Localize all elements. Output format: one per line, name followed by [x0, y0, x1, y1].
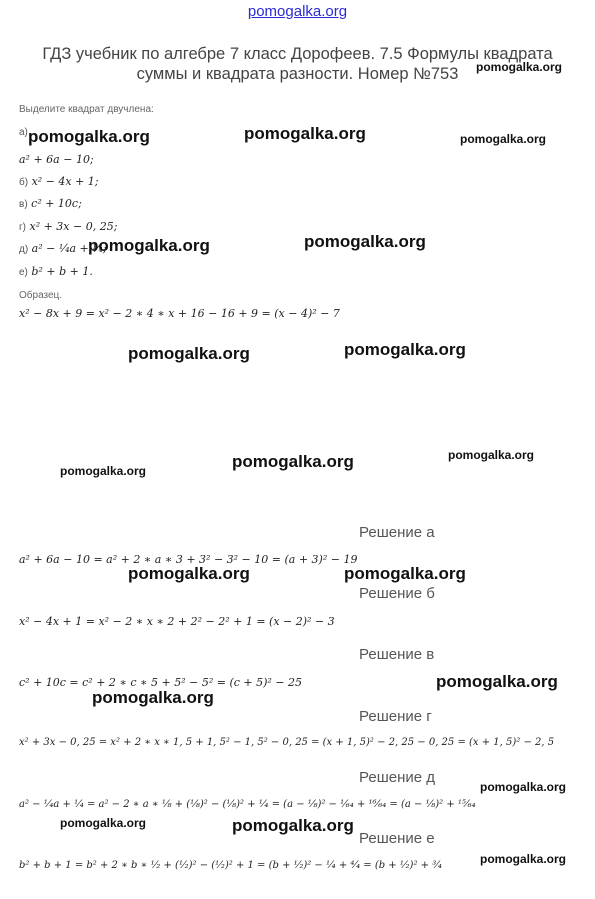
watermark: pomogalka.org	[28, 127, 150, 146]
task-prompt: Выделите квадрат двучлена:	[19, 104, 154, 115]
watermark: pomogalka.org	[92, 688, 214, 707]
site-link[interactable]: pomogalka.org	[247, 3, 348, 20]
solution-expr-d: a² − ¹⁄₄a + ¹⁄₄ = a² − 2 ∗ a ∗ ¹⁄₈ + (¹⁄₈)² − (¹⁄₈)² + ¹⁄₄ = (a − ¹⁄₈)² − ¹⁄₆₄ + ¹⁶⁄₆₄ = (a − ¹⁄₈)² + ¹⁵⁄₆₄	[19, 799, 476, 810]
solution-expr-e: b² + b + 1 = b² + 2 ∗ b ∗ ¹⁄₂ + (¹⁄₂)² − (¹⁄₂)² + 1 = (b + ¹⁄₂)² − ¹⁄₄ + ⁴⁄₄ = (b + ¹⁄₂)² + ³⁄₄	[19, 860, 442, 871]
watermark: pomogalka.org	[304, 232, 426, 251]
watermark: pomogalka.org	[232, 816, 354, 835]
task-item-label: в)	[19, 199, 28, 210]
task-item-expr: a² + 6a − 10;	[19, 153, 94, 166]
watermark: pomogalka.org	[480, 780, 567, 794]
watermark: pomogalka.org	[244, 124, 366, 143]
solution-heading-g: Решение г	[359, 708, 432, 725]
task-item-b	[19, 175, 99, 188]
example-label: Образец.	[19, 290, 63, 301]
watermark: pomogalka.org	[344, 340, 466, 359]
task-item-label: б)	[19, 177, 29, 188]
watermark: pomogalka.org	[128, 564, 250, 583]
task-item-label: г)	[19, 222, 26, 233]
solution-expr-a: a² + 6a − 10 = a² + 2 ∗ a ∗ 3 + 3² − 3² − 10 = (a + 3)² − 19	[19, 553, 358, 566]
watermark: pomogalka.org	[480, 852, 567, 866]
task-item-e	[19, 265, 93, 278]
task-item-label: е)	[19, 267, 28, 278]
solution-heading-b: Решение б	[359, 585, 435, 602]
watermark: pomogalka.org	[88, 236, 210, 255]
watermark: pomogalka.org	[460, 132, 547, 146]
watermark: pomogalka.org	[476, 60, 563, 74]
watermark: pomogalka.org	[436, 672, 558, 691]
task-item-expr: b² + b + 1.	[31, 265, 93, 278]
task-item-expr: c² + 10c;	[31, 197, 82, 210]
task-item-a	[19, 125, 28, 138]
task-item-a-expr	[19, 153, 94, 166]
solution-expr-b: x² − 4x + 1 = x² − 2 ∗ x ∗ 2 + 2² − 2² + 1 = (x − 2)² − 3	[19, 615, 335, 628]
task-item-v	[19, 197, 82, 210]
solution-heading-e: Решение е	[359, 830, 435, 847]
task-item-expr: x² − 4x + 1;	[31, 175, 99, 188]
task-item-label: а)	[19, 127, 28, 138]
watermark: pomogalka.org	[60, 816, 147, 830]
solution-expr-v: c² + 10c = c² + 2 ∗ c ∗ 5 + 5² − 5² = (c + 5)² − 25	[19, 676, 303, 689]
watermark: pomogalka.org	[448, 448, 535, 462]
example-expr: x² − 8x + 9 = x² − 2 ∗ 4 ∗ x + 16 − 16 + 9 = (x − 4)² − 7	[19, 307, 340, 320]
task-item-g	[19, 220, 117, 233]
task-item-expr: x² + 3x − 0, 25;	[29, 220, 118, 233]
solution-heading-a: Решение а	[359, 524, 435, 541]
task-item-expr: a² − ¹⁄₄a + ¹⁄₄;	[31, 242, 107, 255]
watermark: pomogalka.org	[60, 464, 147, 478]
watermark: pomogalka.org	[232, 452, 354, 471]
task-item-label: д)	[19, 244, 29, 255]
solution-heading-d: Решение д	[359, 769, 435, 786]
solution-heading-v: Решение в	[359, 646, 435, 663]
page-title: ГДЗ учебник по алгебре 7 класс Дорофеев. 7.5 Формулы квадрата суммы и квадрата разности. Номер №753	[42, 45, 553, 83]
solution-expr-g: x² + 3x − 0, 25 = x² + 2 ∗ x ∗ 1, 5 + 1, 5² − 1, 5² − 0, 25 = (x + 1, 5)² − 2, 25 − 0, 25 = (x + 1, 5)² − 2, 5	[19, 737, 555, 748]
watermark: pomogalka.org	[128, 344, 250, 363]
watermark: pomogalka.org	[344, 564, 466, 583]
